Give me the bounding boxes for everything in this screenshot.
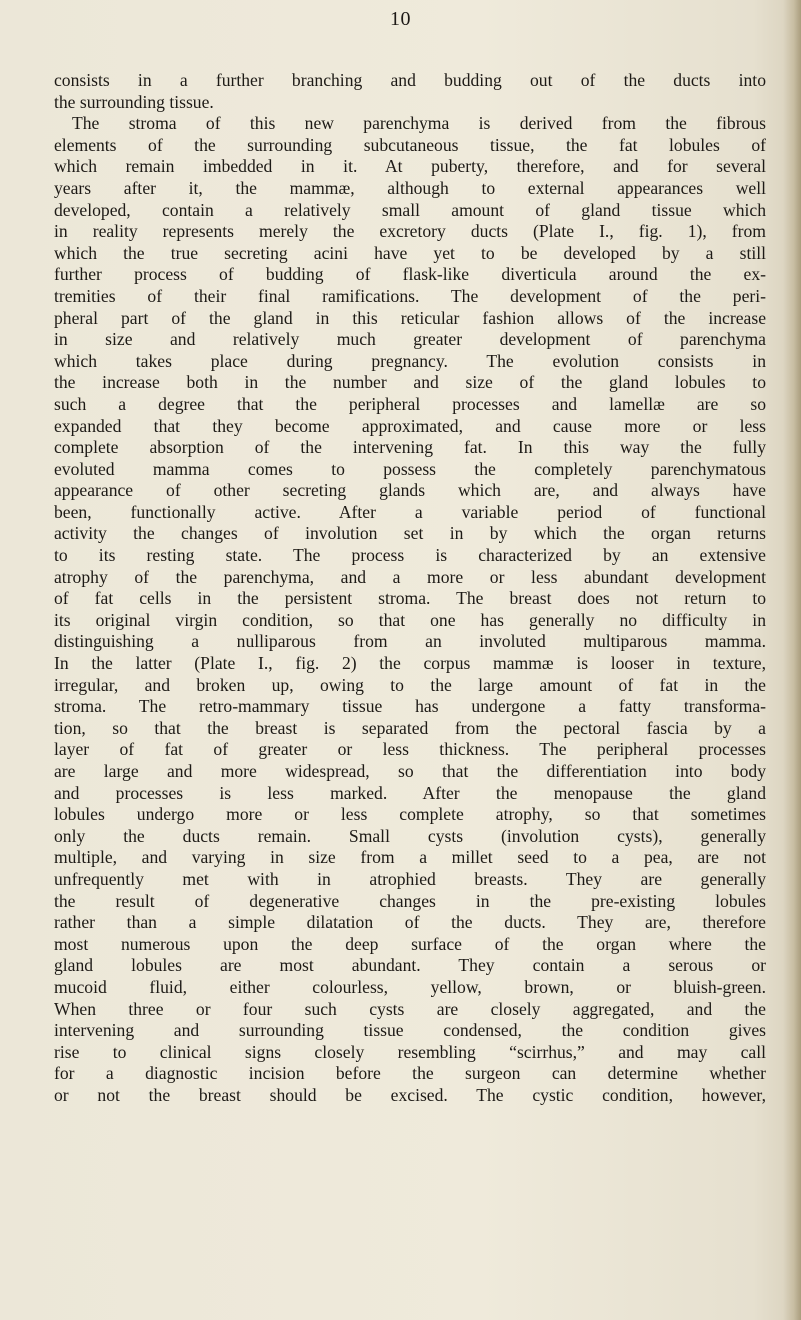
text-line: consists in a further branching and budding out of the ducts into	[54, 70, 766, 90]
text-line: or not the breast should be excised. The cystic condition, however,	[54, 1084, 766, 1105]
text-line: in reality represents merely the excretory ducts (Plate I., fig. 1), from	[54, 221, 766, 242]
text-line: activity the changes of involution set in by which the organ returns	[54, 523, 766, 544]
text-line: such a degree that the peripheral processes and lamellæ are so	[54, 393, 766, 414]
text-line: rather than a simple dilatation of the ducts. They are, therefore	[54, 912, 766, 933]
text-line: which the true secreting acini have yet to be developed by a still	[54, 242, 766, 263]
text-line: When three or four such cysts are closely aggregated, and the	[54, 998, 766, 1019]
text-line: layer of fat of greater or less thickness. The peripheral processes	[54, 739, 766, 760]
text-line: in size and relatively much greater development of parenchyma	[54, 329, 766, 350]
text-line: the result of degenerative changes in the pre-existing lobules	[54, 890, 766, 911]
text-line: The stroma of this new parenchyma is derived from the fibrous	[72, 113, 766, 134]
text-line: distinguishing a nulliparous from an involuted multiparous mamma.	[54, 631, 766, 652]
text-line: expanded that they become approximated, and cause more or less	[54, 415, 766, 436]
text-line: the increase both in the number and size of the gland lobules to	[54, 372, 766, 393]
text-line: atrophy of the parenchyma, and a more or less abundant development	[54, 566, 766, 587]
text-line: unfrequently met with in atrophied breasts. They are generally	[54, 868, 766, 889]
text-line: appearance of other secreting glands which are, and always have	[54, 480, 766, 501]
text-line: only the ducts remain. Small cysts (involution cysts), generally	[54, 825, 766, 846]
text-line: which takes place during pregnancy. The evolution consists in	[54, 350, 766, 371]
text-line: to its resting state. The process is characterized by an extensive	[54, 545, 766, 566]
text-line: mucoid fluid, either colourless, yellow, brown, or bluish-green.	[54, 976, 766, 997]
text-line: irregular, and broken up, owing to the large amount of fat in the	[54, 674, 766, 695]
text-line: pheral part of the gland in this reticular fashion allows of the increase	[54, 307, 766, 328]
text-line: and processes is less marked. After the menopause the gland	[54, 782, 766, 803]
page-number: 10	[390, 8, 411, 30]
text-line: for a diagnostic incision before the surgeon can determine whether	[54, 1063, 766, 1084]
page-edge-shadow	[783, 0, 801, 1320]
text-line: evoluted mamma comes to possess the completely parenchymatous	[54, 458, 766, 479]
body-text	[54, 70, 766, 1107]
text-line: complete absorption of the intervening fat. In this way the fully	[54, 437, 766, 458]
text-line: tremities of their final ramifications. The development of the peri-	[54, 285, 766, 306]
text-line: its original virgin condition, so that one has generally no difficulty in	[54, 609, 766, 630]
text-line: stroma. The retro-mammary tissue has undergone a fatty transforma-	[54, 696, 766, 717]
text-line: further process of budding of flask-like diverticula around the ex-	[54, 264, 766, 285]
text-line: developed, contain a relatively small amount of gland tissue which	[54, 199, 766, 220]
text-line: which remain imbedded in it. At puberty, therefore, and for several	[54, 156, 766, 177]
text-line: gland lobules are most abundant. They contain a serous or	[54, 955, 766, 976]
text-line: most numerous upon the deep surface of the organ where the	[54, 933, 766, 954]
text-line: intervening and surrounding tissue condensed, the condition gives	[54, 1020, 766, 1041]
text-line: years after it, the mammæ, although to external appearances well	[54, 177, 766, 198]
text-line: of fat cells in the persistent stroma. The breast does not return to	[54, 588, 766, 609]
text-line: tion, so that the breast is separated from the pectoral fascia by a	[54, 717, 766, 738]
text-line: rise to clinical signs closely resembling “scirrhus,” and may call	[54, 1041, 766, 1062]
text-line: In the latter (Plate I., fig. 2) the corpus mammæ is looser in texture,	[54, 653, 766, 674]
text-line: the surrounding tissue.	[54, 91, 214, 112]
text-line: multiple, and varying in size from a millet seed to a pea, are not	[54, 847, 766, 868]
text-line: lobules undergo more or less complete atrophy, so that sometimes	[54, 804, 766, 825]
text-line: elements of the surrounding subcutaneous tissue, the fat lobules of	[54, 134, 766, 155]
text-line: are large and more widespread, so that the differentiation into body	[54, 761, 766, 781]
text-line: been, functionally active. After a variable period of functional	[54, 501, 766, 522]
